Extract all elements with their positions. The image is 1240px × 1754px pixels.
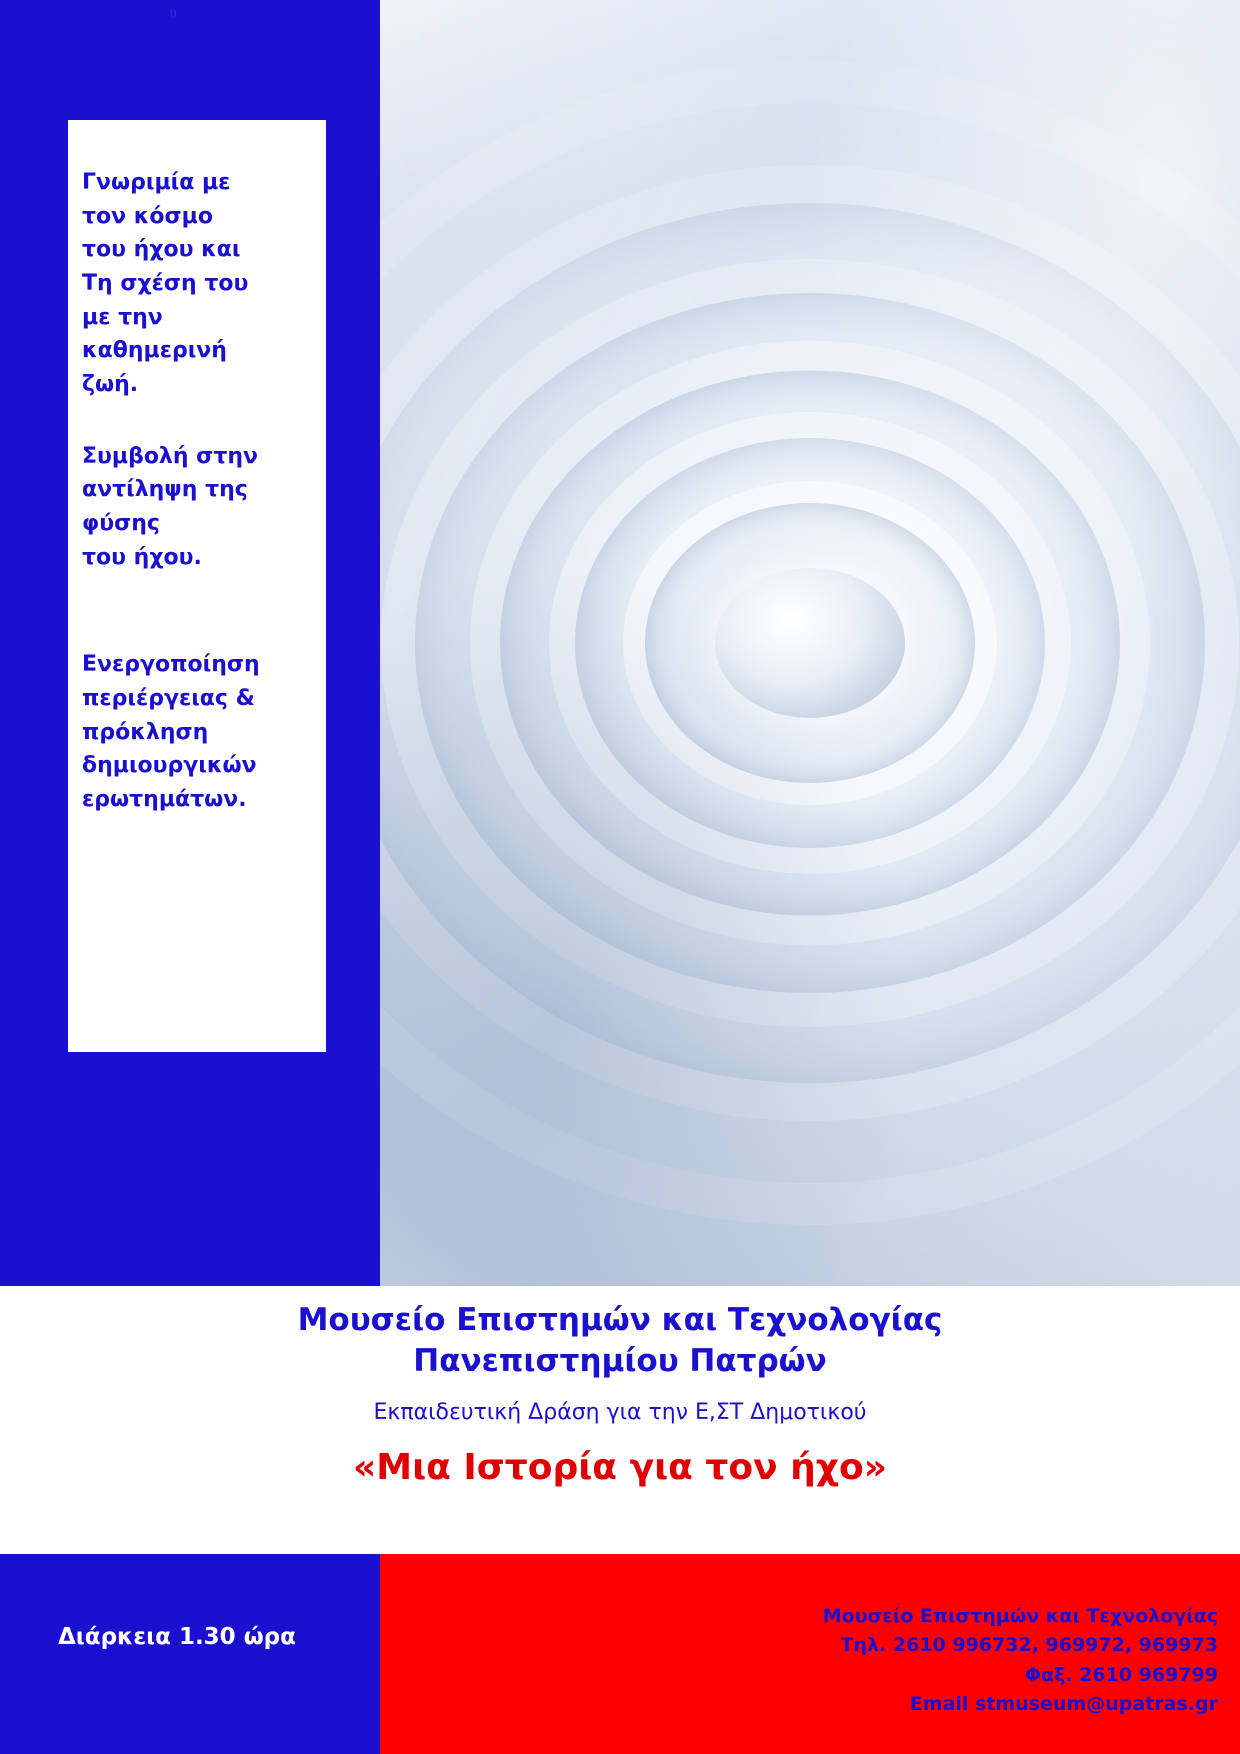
aim1-line1: Γνωριμία με [82,170,231,195]
water-ripple-photo [380,0,1240,1286]
aim2-line1: Συμβολή στην [82,443,258,469]
aim1-line5: με την [82,304,163,330]
aims-spacer-1 [82,402,304,440]
title-block [0,1286,1240,1554]
footer-blue-block [0,1554,380,1754]
aim3-line3: πρόκληση [82,719,209,745]
aim3-line1: Ενεργοποίηση [82,652,260,678]
aim1-line6: καθημερινή [82,338,227,364]
top-marker-text: 0 [170,6,177,21]
aim1-line2: τον κόσμο [82,203,213,229]
aim2-line2: αντίληψη της [82,477,248,503]
contact-info [823,1602,1218,1720]
aims-spacer-2 [82,574,304,648]
program-subtitle: Εκπαιδευτική Δράση για την Ε,ΣΤ Δημοτικού [373,1399,867,1425]
duration-text: Διάρκεια 1.30 ώρα [58,1624,296,1650]
aims-textbox [68,120,326,1052]
aim2-line4: του ήχου. [82,544,202,570]
aim3-line5: ερωτημάτων. [82,786,247,812]
aim2-line3: φύσης [82,510,160,536]
aim3-line4: δημιουργικών [82,753,257,779]
museum-name-line2: Πανεπιστημίου Πατρών [413,1342,827,1379]
contact-museum-name: Μουσείο Επιστημών και Τεχνολογίας [822,1605,1218,1627]
aim1-line3: του ήχου και [82,237,241,263]
ripple-shade-overlay [380,0,1240,1286]
museum-name-line1: Μουσείο Επιστημών και Τεχνολογίας [297,1302,943,1338]
contact-email[interactable]: Email stmuseum@upatras.gr [909,1693,1218,1716]
aim3-line2: περιέργειας & [82,685,255,711]
aim1-line7: ζωή. [82,371,139,397]
contact-fax: Φαξ. 2610 969799 [1024,1663,1218,1686]
contact-phone: Τηλ. 2610 996732, 969972, 969973 [840,1634,1218,1657]
aim1-line4: Τη σχέση του [82,270,249,296]
page-title: «Μια Ιστορία για τον ήχο» [353,1446,887,1488]
footer-bar [0,1554,1240,1754]
